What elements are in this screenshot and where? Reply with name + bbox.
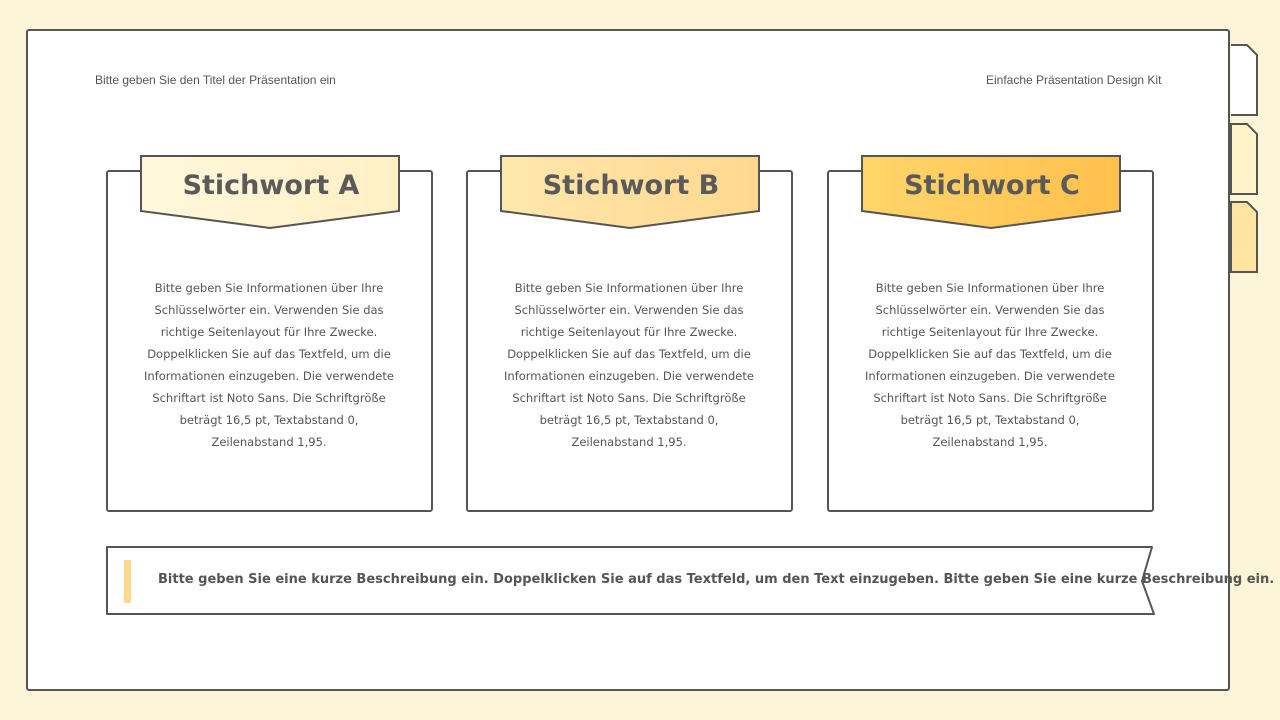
presentation-title[interactable]: Bitte geben Sie den Titel der Präsentation ein	[95, 73, 336, 87]
card-title-a: Stichwort A	[182, 170, 360, 201]
banner-accent-bar	[124, 560, 131, 603]
design-kit-name: Einfache Präsentation Design Kit	[986, 73, 1162, 87]
card-body-c[interactable]: Bitte geben Sie Informationen über Ihre Schlüsselwörter ein. Verwenden Sie das richtige Seitenlayout für Ihre Zwecke. Doppelklicken Sie auf das Textfeld, um die Informationen einzugeben. Die verwendete Schriftart ist Noto Sans. Die Schriftgröße beträgt 16,5 pt, Textabstand 0, Zeilenabstand 1,95.	[865, 281, 1115, 449]
banner-description[interactable]: Bitte geben Sie eine kurze Beschreibung ein. Doppelklicken Sie auf das Textfeld, um den Text einzugeben. Bitte geben Sie eine kurze Beschreibung ein.	[158, 572, 1275, 587]
card-body-b[interactable]: Bitte geben Sie Informationen über Ihre Schlüsselwörter ein. Verwenden Sie das richtige Seitenlayout für Ihre Zwecke. Doppelklicken Sie auf das Textfeld, um die Informationen einzugeben. Die verwendete Schriftart ist Noto Sans. Die Schriftgröße beträgt 16,5 pt, Textabstand 0, Zeilenabstand 1,95.	[504, 281, 754, 449]
card-body-a[interactable]: Bitte geben Sie Informationen über Ihre Schlüsselwörter ein. Verwenden Sie das richtige Seitenlayout für Ihre Zwecke. Doppelklicken Sie auf das Textfeld, um die Informationen einzugeben. Die verwendete Schriftart ist Noto Sans. Die Schriftgröße beträgt 16,5 pt, Textabstand 0, Zeilenabstand 1,95.	[144, 281, 394, 449]
card-title-b: Stichwort B	[542, 170, 720, 201]
card-title-c: Stichwort C	[904, 170, 1080, 201]
